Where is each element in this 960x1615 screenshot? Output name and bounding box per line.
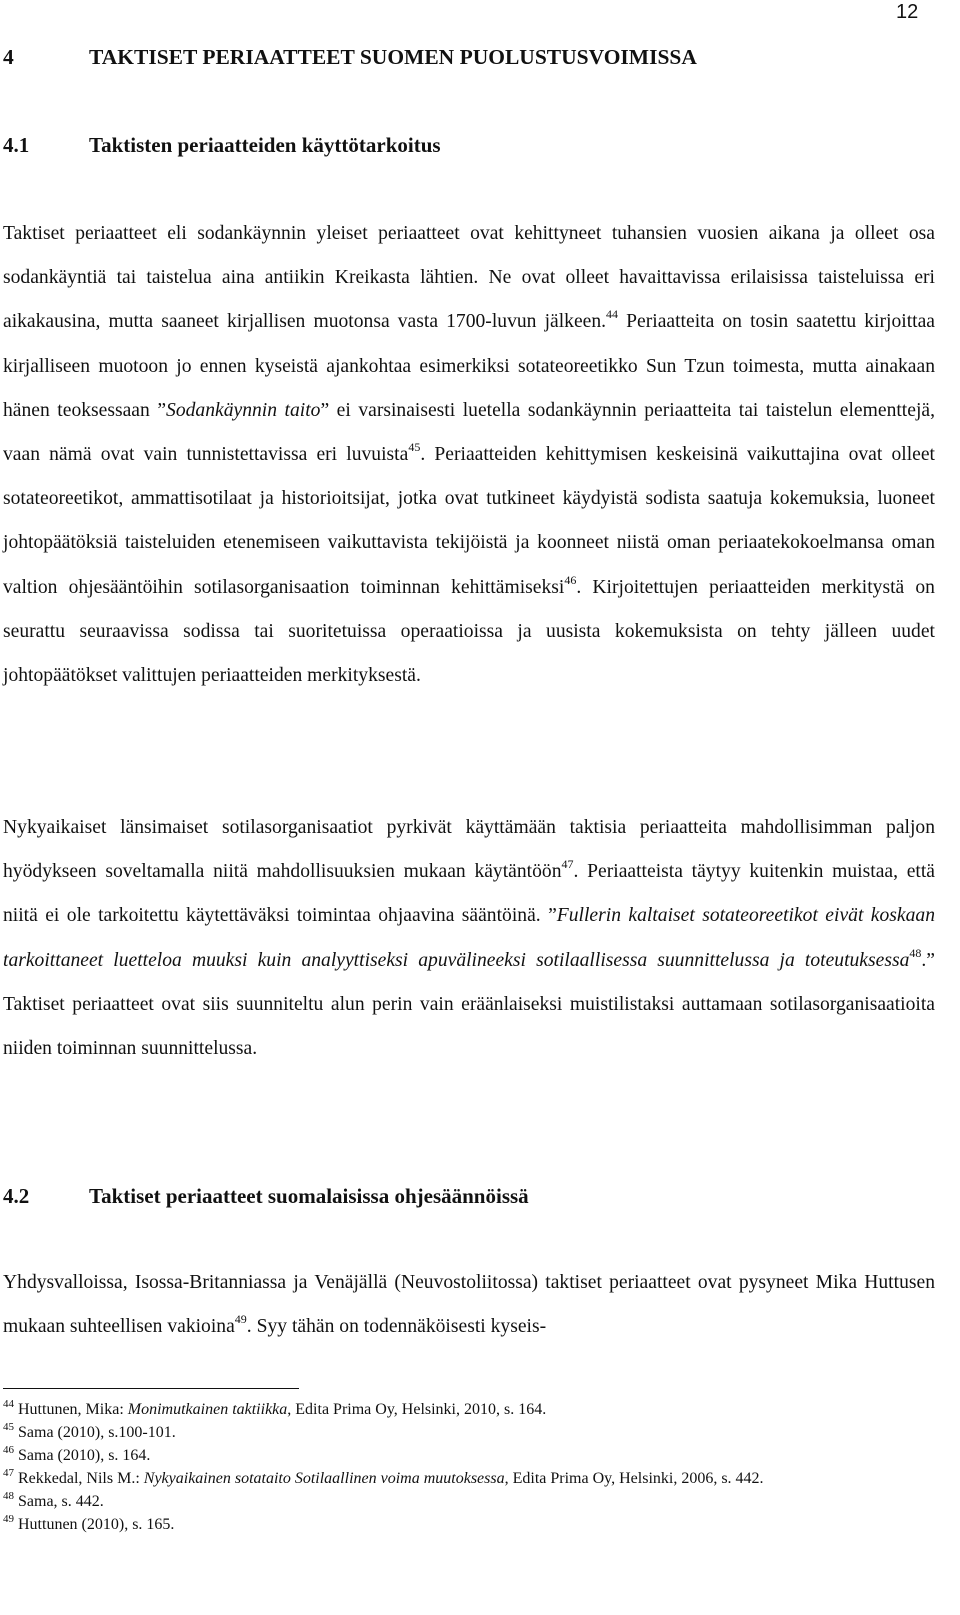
footnote-text: , Edita Prima Oy, Helsinki, 2006, s. 442. xyxy=(504,1470,764,1487)
body-paragraph-2 xyxy=(3,806,935,1071)
footnote-49 xyxy=(3,1513,935,1536)
footnote-48 xyxy=(3,1490,935,1513)
footnote-text: , Edita Prima Oy, Helsinki, 2010, s. 164. xyxy=(287,1401,547,1418)
paragraph-text: . Periaatteista täytyy kuitenkin muistaa, että niitä ei ole tarkoitettu käytettäväksi toimintaa ohjaavina sääntöinä. ” xyxy=(3,861,936,927)
footnote-text: Sama (2010), s. 164. xyxy=(14,1447,151,1464)
paragraph-text: Periaatteita on tosin saatettu kirjoittaa kirjalliseen muotoon jo ennen kyseistä ajankohtaa esimerkiksi sotateoreetikko Sun Tzun toimesta, mutta ainakaan hänen teoksessaan ” xyxy=(3,311,935,421)
footnote-47 xyxy=(3,1467,935,1490)
footnote-text: Huttunen, Mika: xyxy=(14,1401,128,1418)
footnote-number: 46 xyxy=(3,1444,14,1456)
quotation: Fullerin kaltaiset sotateoreetikot eivät koskaan tarkoittaneet luetteloa muuksi kuin analyyttiseksi apuvälineeksi sotilaallisessa suunnittelussa ja toteutuksessa xyxy=(3,905,935,971)
footnote-number: 47 xyxy=(3,1467,14,1479)
footnote-45 xyxy=(3,1421,935,1444)
paragraph-text: Taktiset periaatteet eli sodankäynnin yleiset periaatteet ovat kehittyneet tuhansien vuosien aikana ja olleet osa sodankäyntiä tai taistelua aina antiikin Kreikasta lähtien. Ne ovat olleet havaittavissa erilaisissa taisteluissa eri aikakausina, mutta saaneet kirjallisen muotonsa vasta 1700-luvun jälkeen. xyxy=(3,223,935,333)
section-number: 4.2 xyxy=(3,1184,30,1208)
chapter-heading xyxy=(3,44,697,70)
chapter-title: TAKTISET PERIAATTEET SUOMEN PUOLUSTUSVOIMISSA xyxy=(89,45,697,69)
footnote-ref-44[interactable]: 44 xyxy=(606,307,619,322)
footnote-text: Huttunen (2010), s. 165. xyxy=(14,1516,175,1533)
footnote-number: 44 xyxy=(3,1398,14,1410)
section-title: Taktiset periaatteet suomalaisissa ohjesäännöissä xyxy=(89,1184,529,1208)
footnote-text: Sama (2010), s.100-101. xyxy=(14,1424,176,1441)
footnote-ref-49[interactable]: 49 xyxy=(234,1312,247,1327)
body-paragraph-3 xyxy=(3,1261,935,1349)
footnote-number: 49 xyxy=(3,1513,14,1525)
footnote-text: Rekkedal, Nils M.: xyxy=(14,1470,144,1487)
footnote-separator xyxy=(3,1388,299,1389)
footnote-ref-47[interactable]: 47 xyxy=(561,857,574,872)
section-heading-4-1 xyxy=(3,132,441,158)
body-paragraph-1 xyxy=(3,212,935,698)
footnote-ref-48[interactable]: 48 xyxy=(909,945,922,960)
footnote-ref-46[interactable]: 46 xyxy=(564,572,577,587)
footnote-ref-45[interactable]: 45 xyxy=(408,440,421,455)
footnotes xyxy=(3,1398,935,1536)
paragraph-text: Yhdysvalloissa, Isossa-Britanniassa ja Venäjällä (Neuvostoliitossa) taktiset periaatteet ovat pysyneet Mika Huttusen mukaan suhteellisen vakioina xyxy=(3,1272,935,1338)
footnote-title: Monimutkainen taktiikka xyxy=(127,1401,288,1418)
footnote-number: 45 xyxy=(3,1421,14,1433)
paragraph-text: . Syy tähän on todennäköisesti kyseis- xyxy=(246,1316,547,1338)
paragraph-text: Nykyaikaiset länsimaiset sotilasorganisaatiot pyrkivät käyttämään taktisia periaatteita mahdollisimman paljon hyödykseen soveltamalla niitä mahdollisuuksien mukaan käytäntöön xyxy=(3,817,935,883)
section-title: Taktisten periaatteiden käyttötarkoitus xyxy=(89,133,441,157)
chapter-number: 4 xyxy=(3,45,14,69)
paragraph-text: . Periaatteiden kehittymisen keskeisinä vaikuttajina ovat olleet sotateoreetikot, ammattisotilaat ja historioitsijat, jotka ovat tutkineet käydyistä sodista saatuja kokemuksia, luoneet johtopäätöksiä taisteluiden etenemiseen vaikuttavista tekijöistä ja koonneet niistä oman periaatekokoelmansa oman valtion ohjesääntöihin sotilasorganisaation toiminnan kehittämiseksi xyxy=(3,444,935,598)
paragraph-text: ” ei varsinaisesti luetella sodankäynnin periaatteita tai taistelun elementtejä, vaan nämä ovat vain tunnistettavissa eri luvuista xyxy=(3,399,935,466)
paragraph-text: . Kirjoitettujen periaatteiden merkitystä on seurattu seuraavissa sodissa tai suoritetuissa operaatioissa ja uusista kokemuksista on tehty jälleen uudet johtopäätökset valittujen periaatteiden merkityksestä. xyxy=(3,576,935,687)
footnote-46 xyxy=(3,1444,935,1467)
paragraph-text: .” Taktiset periaatteet ovat siis suunniteltu alun perin vain eräänlaiseksi muistilistaksi auttamaan sotilasorganisaatioita niiden toiminnan suunnittelussa. xyxy=(3,949,935,1060)
footnote-number: 48 xyxy=(3,1490,14,1502)
book-title: Sodankäynnin taito xyxy=(166,399,321,421)
page-number: 12 xyxy=(896,1,919,23)
section-number: 4.1 xyxy=(3,133,30,157)
section-heading-4-2 xyxy=(3,1183,529,1209)
footnote-44 xyxy=(3,1398,935,1421)
footnote-title: Nykyaikainen sotataito Sotilaallinen voima muutoksessa xyxy=(143,1470,505,1487)
footnote-text: Sama, s. 442. xyxy=(14,1493,104,1510)
